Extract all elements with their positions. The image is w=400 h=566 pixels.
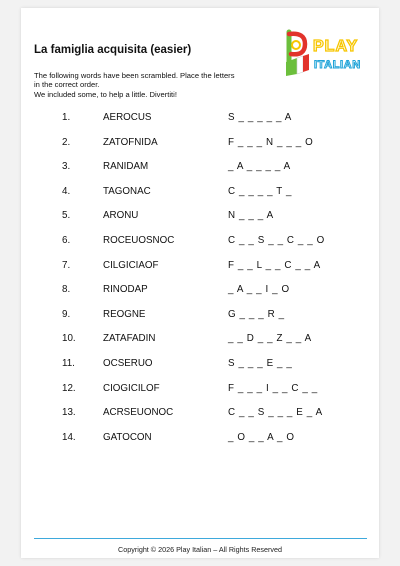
scrambled-word: CILGICIAOF [103, 259, 159, 271]
answer-hint: N _ _ _ A [228, 210, 274, 222]
list-item [0, 137, 400, 162]
item-number: 6. [62, 234, 71, 246]
list-item [0, 284, 400, 309]
instructions-line: We included some, to help a little. Divertiti! [34, 89, 177, 99]
list-item [0, 407, 400, 432]
list-item [0, 210, 400, 235]
list-item [0, 383, 400, 408]
play-italian-logo [283, 28, 367, 80]
scrambled-word: GATOCON [103, 431, 152, 443]
scrambled-word: AEROCUS [103, 112, 152, 123]
scrambled-word: CIOGICILOF [103, 382, 160, 394]
scrambled-word: TAGONAC [103, 185, 151, 197]
list-item [0, 235, 400, 260]
answer-hint: _ A _ _ I _ O [228, 284, 290, 296]
item-number: 1. [62, 112, 71, 123]
answer-hint: G _ _ _ R _ [228, 308, 285, 320]
scrambled-word: ZATOFNIDA [103, 136, 158, 148]
scrambled-word: ACRSEUONOC [103, 407, 174, 419]
answer-hint: _ O _ _ A _ O [228, 431, 295, 443]
list-item [0, 260, 400, 285]
answer-hint: F _ _ _ I _ _ C _ _ [228, 382, 318, 394]
item-number: 5. [62, 210, 71, 222]
answer-hint: C _ _ S _ _ C _ _ O [228, 234, 325, 246]
scrambled-word: RINODAP [103, 284, 148, 296]
logo-text-bottom: ITALIAN [314, 59, 361, 71]
list-item [0, 333, 400, 358]
list-item [0, 161, 400, 186]
scrambled-word: RANIDAM [103, 161, 149, 173]
item-number: 3. [62, 161, 71, 173]
scrambled-word: ROCEUOSNOC [103, 234, 175, 246]
scrambled-word: OCSERUO [103, 357, 153, 369]
copyright-footer: Copyright © 2026 Play Italian – All Rights Reserved [118, 545, 282, 554]
item-number: 7. [62, 259, 71, 271]
instructions-line: in the correct order. [34, 80, 100, 90]
scrambled-word: ZATAFADIN [103, 333, 156, 345]
item-number: 14. [62, 431, 76, 443]
instructions [34, 71, 274, 99]
item-number: 13. [62, 407, 76, 419]
scrambled-word: REOGNE [103, 308, 146, 320]
item-number: 12. [62, 382, 76, 394]
list-item [0, 309, 400, 334]
item-number: 8. [62, 284, 71, 296]
worksheet-title: La famiglia acquisita (easier) [34, 44, 192, 56]
item-number: 11. [62, 357, 75, 369]
item-number: 10. [62, 333, 76, 345]
answer-hint: F _ _ _ N _ _ _ O [228, 136, 314, 148]
footer-divider [34, 538, 367, 539]
answer-hint: C _ _ S _ _ _ E _ A [228, 407, 323, 419]
scrambled-word-list [0, 112, 400, 456]
list-item [0, 186, 400, 211]
list-item [0, 432, 400, 457]
logo-text-top: PLAY [313, 38, 359, 55]
answer-hint: F _ _ L _ _ C _ _ A [228, 259, 321, 271]
item-number: 2. [62, 136, 71, 148]
item-number: 4. [62, 185, 71, 197]
answer-hint: _ A _ _ _ _ A [228, 161, 291, 173]
list-item [0, 112, 400, 137]
answer-hint: S _ _ _ _ _ A [228, 112, 292, 123]
list-item [0, 358, 400, 383]
answer-hint: C _ _ _ _ T _ [228, 185, 293, 197]
instructions-line: The following words have been scrambled. Place the letters [34, 71, 235, 80]
answer-hint: S _ _ _ E _ _ [228, 357, 293, 369]
answer-hint: _ _ D _ _ Z _ _ A [228, 333, 312, 345]
scrambled-word: ARONU [103, 210, 139, 222]
item-number: 9. [62, 308, 71, 320]
